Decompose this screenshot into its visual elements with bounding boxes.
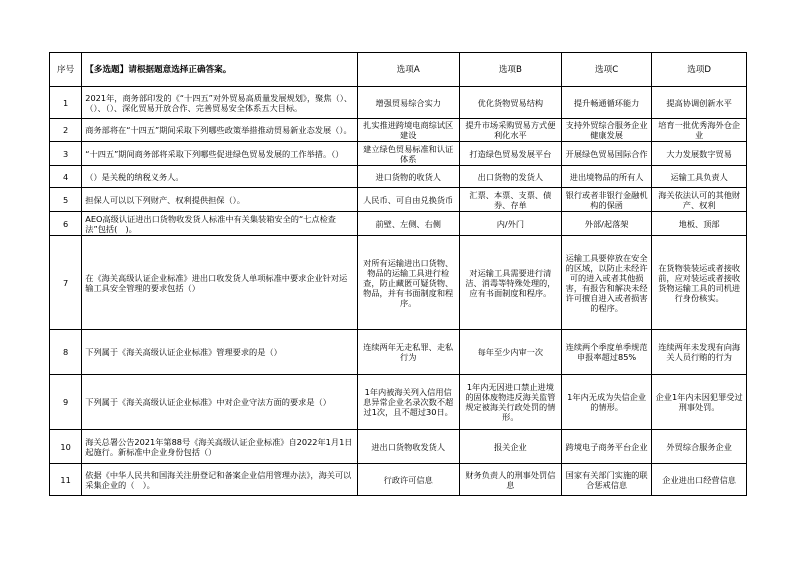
option-a: 1年内被海关列入信用信息异常企业名录次数不超过1次，且不超过30日。 [357, 375, 459, 430]
option-a: 进口货物的收货人 [357, 166, 459, 188]
option-d: 在货物装装运或者接收前，应对装运或者接收货物运输工具的司机进行身份核实。 [652, 236, 747, 330]
row-number: 5 [50, 188, 82, 212]
option-d: 运输工具负责人 [652, 166, 747, 188]
option-a: 进出口货物收发货人 [357, 430, 459, 464]
table-row [50, 119, 747, 142]
row-number: 4 [50, 166, 82, 188]
option-b: 提升市场采购贸易方式便利化水平 [459, 119, 561, 142]
question-text: 海关总署公告2021年第88号《海关高级认证企业标准》自2022年1月1日起施行。新标准中企业身份包括（） [82, 430, 357, 464]
question-text: 下列属于《海关高级认证企业标准》中对企业守法方面的要求是（） [82, 375, 357, 430]
question-text: 依据《中华人民共和国海关注册登记和备案企业信用管理办法》，海关可以采集企业的（ ）。 [82, 464, 357, 496]
header-option-c: 选项C [561, 53, 651, 87]
option-c: 跨境电子商务平台企业 [561, 430, 651, 464]
option-d: 海关依法认可的其他财产、权利 [652, 188, 747, 212]
option-a: 对所有运输进出口货物、物品的运输工具进行检查，防止藏匿可疑货物、物品，并有书面制度和程序。 [357, 236, 459, 330]
row-number: 6 [50, 212, 82, 236]
option-a: 扎实推进跨境电商综试区建设 [357, 119, 459, 142]
option-a: 增强贸易综合实力 [357, 87, 459, 119]
row-number: 2 [50, 119, 82, 142]
option-a: 建立绿色贸易标准和认证体系 [357, 142, 459, 166]
header-option-d: 选项D [652, 53, 747, 87]
table-row [50, 236, 747, 330]
option-d: 大力发展数字贸易 [652, 142, 747, 166]
quiz-table [49, 52, 747, 496]
option-b: 对运输工具需要进行清洁、消毒等特殊处理的，应有书面制度和程序。 [459, 236, 561, 330]
option-a: 人民币、可自由兑换货币 [357, 188, 459, 212]
option-c: 外部/起落架 [561, 212, 651, 236]
question-text: “十四五”期间商务部将采取下列哪些促进绿色贸易发展的工作举措。（） [82, 142, 357, 166]
option-c: 进出境物品的所有人 [561, 166, 651, 188]
table-row [50, 212, 747, 236]
option-b: 出口货物的发货人 [459, 166, 561, 188]
option-c: 银行或者非银行金融机构的保函 [561, 188, 651, 212]
option-c: 连续两个季度单季规范申报率超过85% [561, 330, 651, 375]
option-c: 支持外贸综合服务企业健康发展 [561, 119, 651, 142]
question-text: 商务部将在“十四五”期间采取下列哪些政策举措推动贸易新业态发展（）。 [82, 119, 357, 142]
option-b: 汇票、本票、支票、债券、存单 [459, 188, 561, 212]
table-row [50, 430, 747, 464]
header-row [50, 53, 747, 87]
option-b: 财务负责人的刑事处罚信息 [459, 464, 561, 496]
row-number: 7 [50, 236, 82, 330]
row-number: 9 [50, 375, 82, 430]
row-number: 3 [50, 142, 82, 166]
option-c: 开展绿色贸易国际合作 [561, 142, 651, 166]
header-option-b: 选项B [459, 53, 561, 87]
question-text: 在《海关高级认证企业标准》进出口收发货人单项标准中要求企业针对运输工具安全管理的要求包括（） [82, 236, 357, 330]
option-a: 前壁、左侧、右侧 [357, 212, 459, 236]
question-text: 2021年，商务部印发的《“十四五”对外贸易高质量发展规划》，聚焦（）、（）、（）、深化贸易开放合作、完善贸易安全体系五大目标。 [82, 87, 357, 119]
option-d: 连续两年未发现有向海关人员行贿的行为 [652, 330, 747, 375]
row-number: 1 [50, 87, 82, 119]
option-b: 报关企业 [459, 430, 561, 464]
option-c: 1年内无成为失信企业的情形。 [561, 375, 651, 430]
option-d: 地板、顶部 [652, 212, 747, 236]
option-c: 运输工具要停放在安全的区域，以防止未经许可的进入或者其他损害，有报告和解决未经许可擅自进入或者损害的程序。 [561, 236, 651, 330]
option-b: 优化货物贸易结构 [459, 87, 561, 119]
question-text: 担保人可以以下列财产、权利提供担保（）。 [82, 188, 357, 212]
table-row [50, 375, 747, 430]
option-d: 提高协调创新水平 [652, 87, 747, 119]
option-c: 国家有关部门实施的联合惩戒信息 [561, 464, 651, 496]
header-question: 【多选题】请根据题意选择正确答案。 [82, 53, 357, 87]
option-a: 行政许可信息 [357, 464, 459, 496]
header-option-a: 选项A [357, 53, 459, 87]
table-row [50, 142, 747, 166]
option-b: 打造绿色贸易发展平台 [459, 142, 561, 166]
option-d: 企业1年内未因犯罪受过刑事处罚。 [652, 375, 747, 430]
row-number: 8 [50, 330, 82, 375]
option-b: 1年内无因进口禁止进境的固体废物违反海关监管规定被海关行政处罚的情形。 [459, 375, 561, 430]
option-d: 企业进出口经营信息 [652, 464, 747, 496]
question-text: 下列属于《海关高级认证企业标准》管理要求的是（） [82, 330, 357, 375]
option-c: 提升畅通循环能力 [561, 87, 651, 119]
option-d: 外贸综合服务企业 [652, 430, 747, 464]
row-number: 10 [50, 430, 82, 464]
question-text: （）是关税的纳税义务人。 [82, 166, 357, 188]
table-row [50, 464, 747, 496]
option-b: 每年至少内审一次 [459, 330, 561, 375]
option-b: 内/外门 [459, 212, 561, 236]
table-row [50, 188, 747, 212]
table-row [50, 166, 747, 188]
table-row [50, 330, 747, 375]
table-row [50, 87, 747, 119]
question-text: AEO高级认证进出口货物收发货人标准中有关集装箱安全的“七点检查法”包括( )。 [82, 212, 357, 236]
row-number: 11 [50, 464, 82, 496]
header-number: 序号 [50, 53, 82, 87]
option-a: 连续两年无走私罪、走私行为 [357, 330, 459, 375]
option-d: 培育一批优秀海外仓企业 [652, 119, 747, 142]
